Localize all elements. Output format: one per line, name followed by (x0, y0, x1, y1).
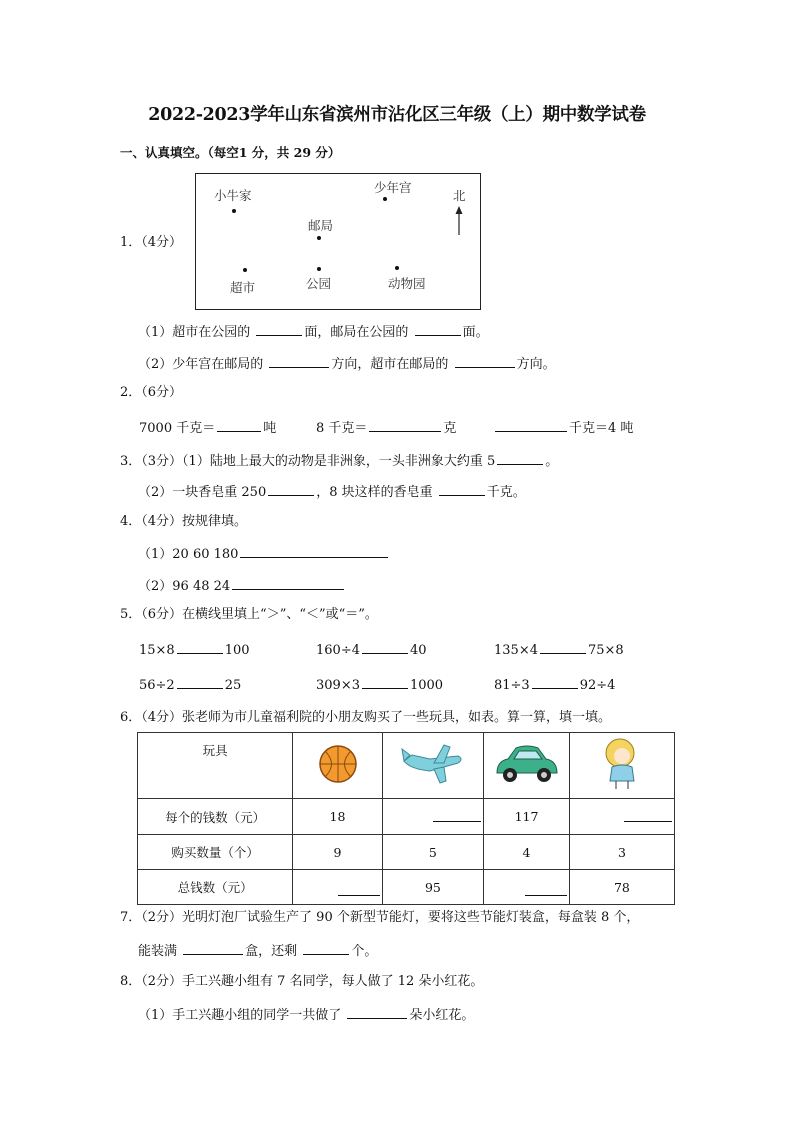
compare-item (316, 675, 443, 695)
question-1-label: 1．（4分） (120, 235, 183, 250)
north-arrow-icon (454, 206, 464, 236)
text: 7000 千克＝ (139, 421, 216, 436)
text: 92÷4 (579, 678, 616, 693)
cell-value: 95 (382, 870, 484, 905)
place-label: 少年宫 (374, 180, 412, 195)
text: 个。 (351, 944, 378, 959)
question-1-part-1 (138, 322, 489, 342)
answer-cell[interactable] (293, 870, 382, 905)
toy-doll-cell (569, 733, 674, 799)
text: （1）超市在公园的 (138, 325, 251, 340)
cell-value: 18 (293, 799, 382, 835)
answer-blank[interactable] (303, 941, 349, 955)
cell-value: 4 (484, 835, 570, 870)
conversion-2 (316, 418, 456, 438)
toy-table (137, 732, 675, 905)
question-4-label: 4．（4分）按规律填。 (120, 514, 248, 529)
cell-value: 9 (293, 835, 382, 870)
question-2-label: 2．（6分） (120, 385, 183, 400)
row-label: 每个的钱数（元） (138, 799, 293, 835)
question-4-part-2 (138, 576, 346, 596)
text: 方向，超市在邮局的 (331, 357, 449, 372)
text: 盒，还剩 (245, 944, 298, 959)
answer-blank[interactable] (269, 354, 329, 368)
text: （1）20 60 180 (138, 547, 239, 562)
conversion-3 (495, 418, 633, 438)
answer-blank[interactable] (177, 675, 223, 689)
text: （2）96 48 24 (138, 579, 231, 594)
answer-blank[interactable] (415, 322, 461, 336)
answer-blank[interactable] (495, 418, 567, 432)
question-7-answer (138, 941, 377, 961)
place-dot (317, 236, 321, 240)
answer-blank[interactable] (183, 941, 243, 955)
place-label: 邮局 (308, 218, 334, 233)
page-title: 2022-2023学年山东省滨州市沾化区三年级（上）期中数学试卷 (148, 105, 646, 125)
answer-blank[interactable] (268, 482, 314, 496)
text: 40 (409, 643, 427, 658)
compare-item (139, 640, 250, 660)
answer-blank[interactable] (624, 821, 672, 822)
place-label: 公园 (306, 276, 332, 291)
question-6-label: 6．（4分）张老师为市儿童福利院的小朋友购买了一些玩具，如表。算一算，填一填。 (120, 710, 612, 725)
text: 千克＝4 吨 (569, 421, 634, 436)
text: 81÷3 (494, 678, 530, 693)
text: 8 千克＝ (316, 421, 368, 436)
answer-blank[interactable] (525, 895, 567, 896)
text: 。 (545, 454, 559, 469)
question-7-text: 7．（2分）光明灯泡厂试验生产了 90 个新型节能灯，要将这些节能灯装盒，每盒装 8 个， (120, 910, 640, 925)
place-dot (383, 197, 387, 201)
answer-blank[interactable] (497, 451, 543, 465)
answer-blank[interactable] (362, 640, 408, 654)
question-4-part-1 (138, 544, 390, 564)
place-dot (232, 209, 236, 213)
answer-blank[interactable] (362, 675, 408, 689)
answer-cell[interactable] (382, 799, 484, 835)
text: （2）少年宫在邮局的 (138, 357, 264, 372)
text: 千克。 (486, 485, 526, 500)
answer-blank[interactable] (455, 354, 515, 368)
question-5-label: 5．（6分）在横线里填上“＞”、“＜”或“＝”。 (120, 607, 378, 622)
cell-value: 78 (569, 870, 674, 905)
answer-blank[interactable] (347, 1005, 407, 1019)
question-1-part-2 (138, 354, 556, 374)
row-label: 购买数量（个） (138, 835, 293, 870)
answer-blank[interactable] (369, 418, 441, 432)
text: （2）一块香皂重 250 (138, 485, 267, 500)
text: 309×3 (316, 678, 360, 693)
answer-blank[interactable] (217, 418, 261, 432)
text: 15×8 (139, 643, 175, 658)
text: 朵小红花。 (409, 1008, 475, 1023)
airplane-icon (400, 741, 466, 787)
toy-airplane-cell (382, 733, 484, 799)
text: 1000 (409, 678, 444, 693)
compare-item (494, 675, 615, 695)
text: 3．（3分）（1）陆地上最大的动物是非洲象，一头非洲象大约重 5 (120, 454, 496, 469)
compare-item (316, 640, 427, 660)
header-cell: 玩具 (138, 733, 293, 799)
car-icon (494, 743, 560, 785)
toy-basketball-cell (293, 733, 382, 799)
text: 135×4 (494, 643, 538, 658)
text: 吨 (263, 421, 277, 436)
answer-blank[interactable] (232, 576, 344, 590)
text: 75×8 (587, 643, 624, 658)
cell-value: 117 (484, 799, 570, 835)
text: ，8 块这样的香皂重 (316, 485, 433, 500)
text: 56÷2 (139, 678, 175, 693)
answer-blank[interactable] (532, 675, 578, 689)
answer-blank[interactable] (177, 640, 223, 654)
direction-map (195, 173, 481, 310)
text: 克 (443, 421, 457, 436)
answer-blank[interactable] (540, 640, 586, 654)
place-dot (243, 268, 247, 272)
question-3-part-1 (120, 451, 558, 471)
answer-cell[interactable] (484, 870, 570, 905)
text: （1）手工兴趣小组的同学一共做了 (138, 1008, 342, 1023)
place-label: 小牛家 (214, 188, 252, 203)
answer-blank[interactable] (433, 821, 481, 822)
place-label: 动物园 (388, 276, 426, 291)
section-heading: 一、认真填空。（每空1 分，共 29 分） (120, 145, 341, 160)
doll-icon (602, 737, 642, 791)
question-3-part-2 (138, 482, 526, 502)
north-label: 北 (453, 188, 466, 203)
cell-value: 3 (569, 835, 674, 870)
text: 能装满 (138, 944, 178, 959)
text: 面。 (462, 325, 489, 340)
conversion-1 (139, 418, 276, 438)
cell-value: 5 (382, 835, 484, 870)
answer-blank[interactable] (439, 482, 485, 496)
text: 100 (224, 643, 250, 658)
basketball-icon (318, 744, 358, 784)
compare-item (494, 640, 624, 660)
place-label: 超市 (230, 280, 256, 295)
question-8-text: 8．（2分）手工兴趣小组有 7 名同学，每人做了 12 朵小红花。 (120, 974, 484, 989)
place-dot (395, 266, 399, 270)
text: 25 (224, 678, 242, 693)
answer-blank[interactable] (338, 895, 380, 896)
place-dot (317, 267, 321, 271)
toy-car-cell (484, 733, 570, 799)
text: 160÷4 (316, 643, 360, 658)
answer-blank[interactable] (256, 322, 302, 336)
answer-cell[interactable] (569, 799, 674, 835)
text: 方向。 (516, 357, 556, 372)
row-label: 总钱数（元） (138, 870, 293, 905)
text: 面，邮局在公园的 (304, 325, 409, 340)
question-8-part-1 (138, 1005, 474, 1025)
compare-item (139, 675, 241, 695)
answer-blank[interactable] (240, 544, 388, 558)
